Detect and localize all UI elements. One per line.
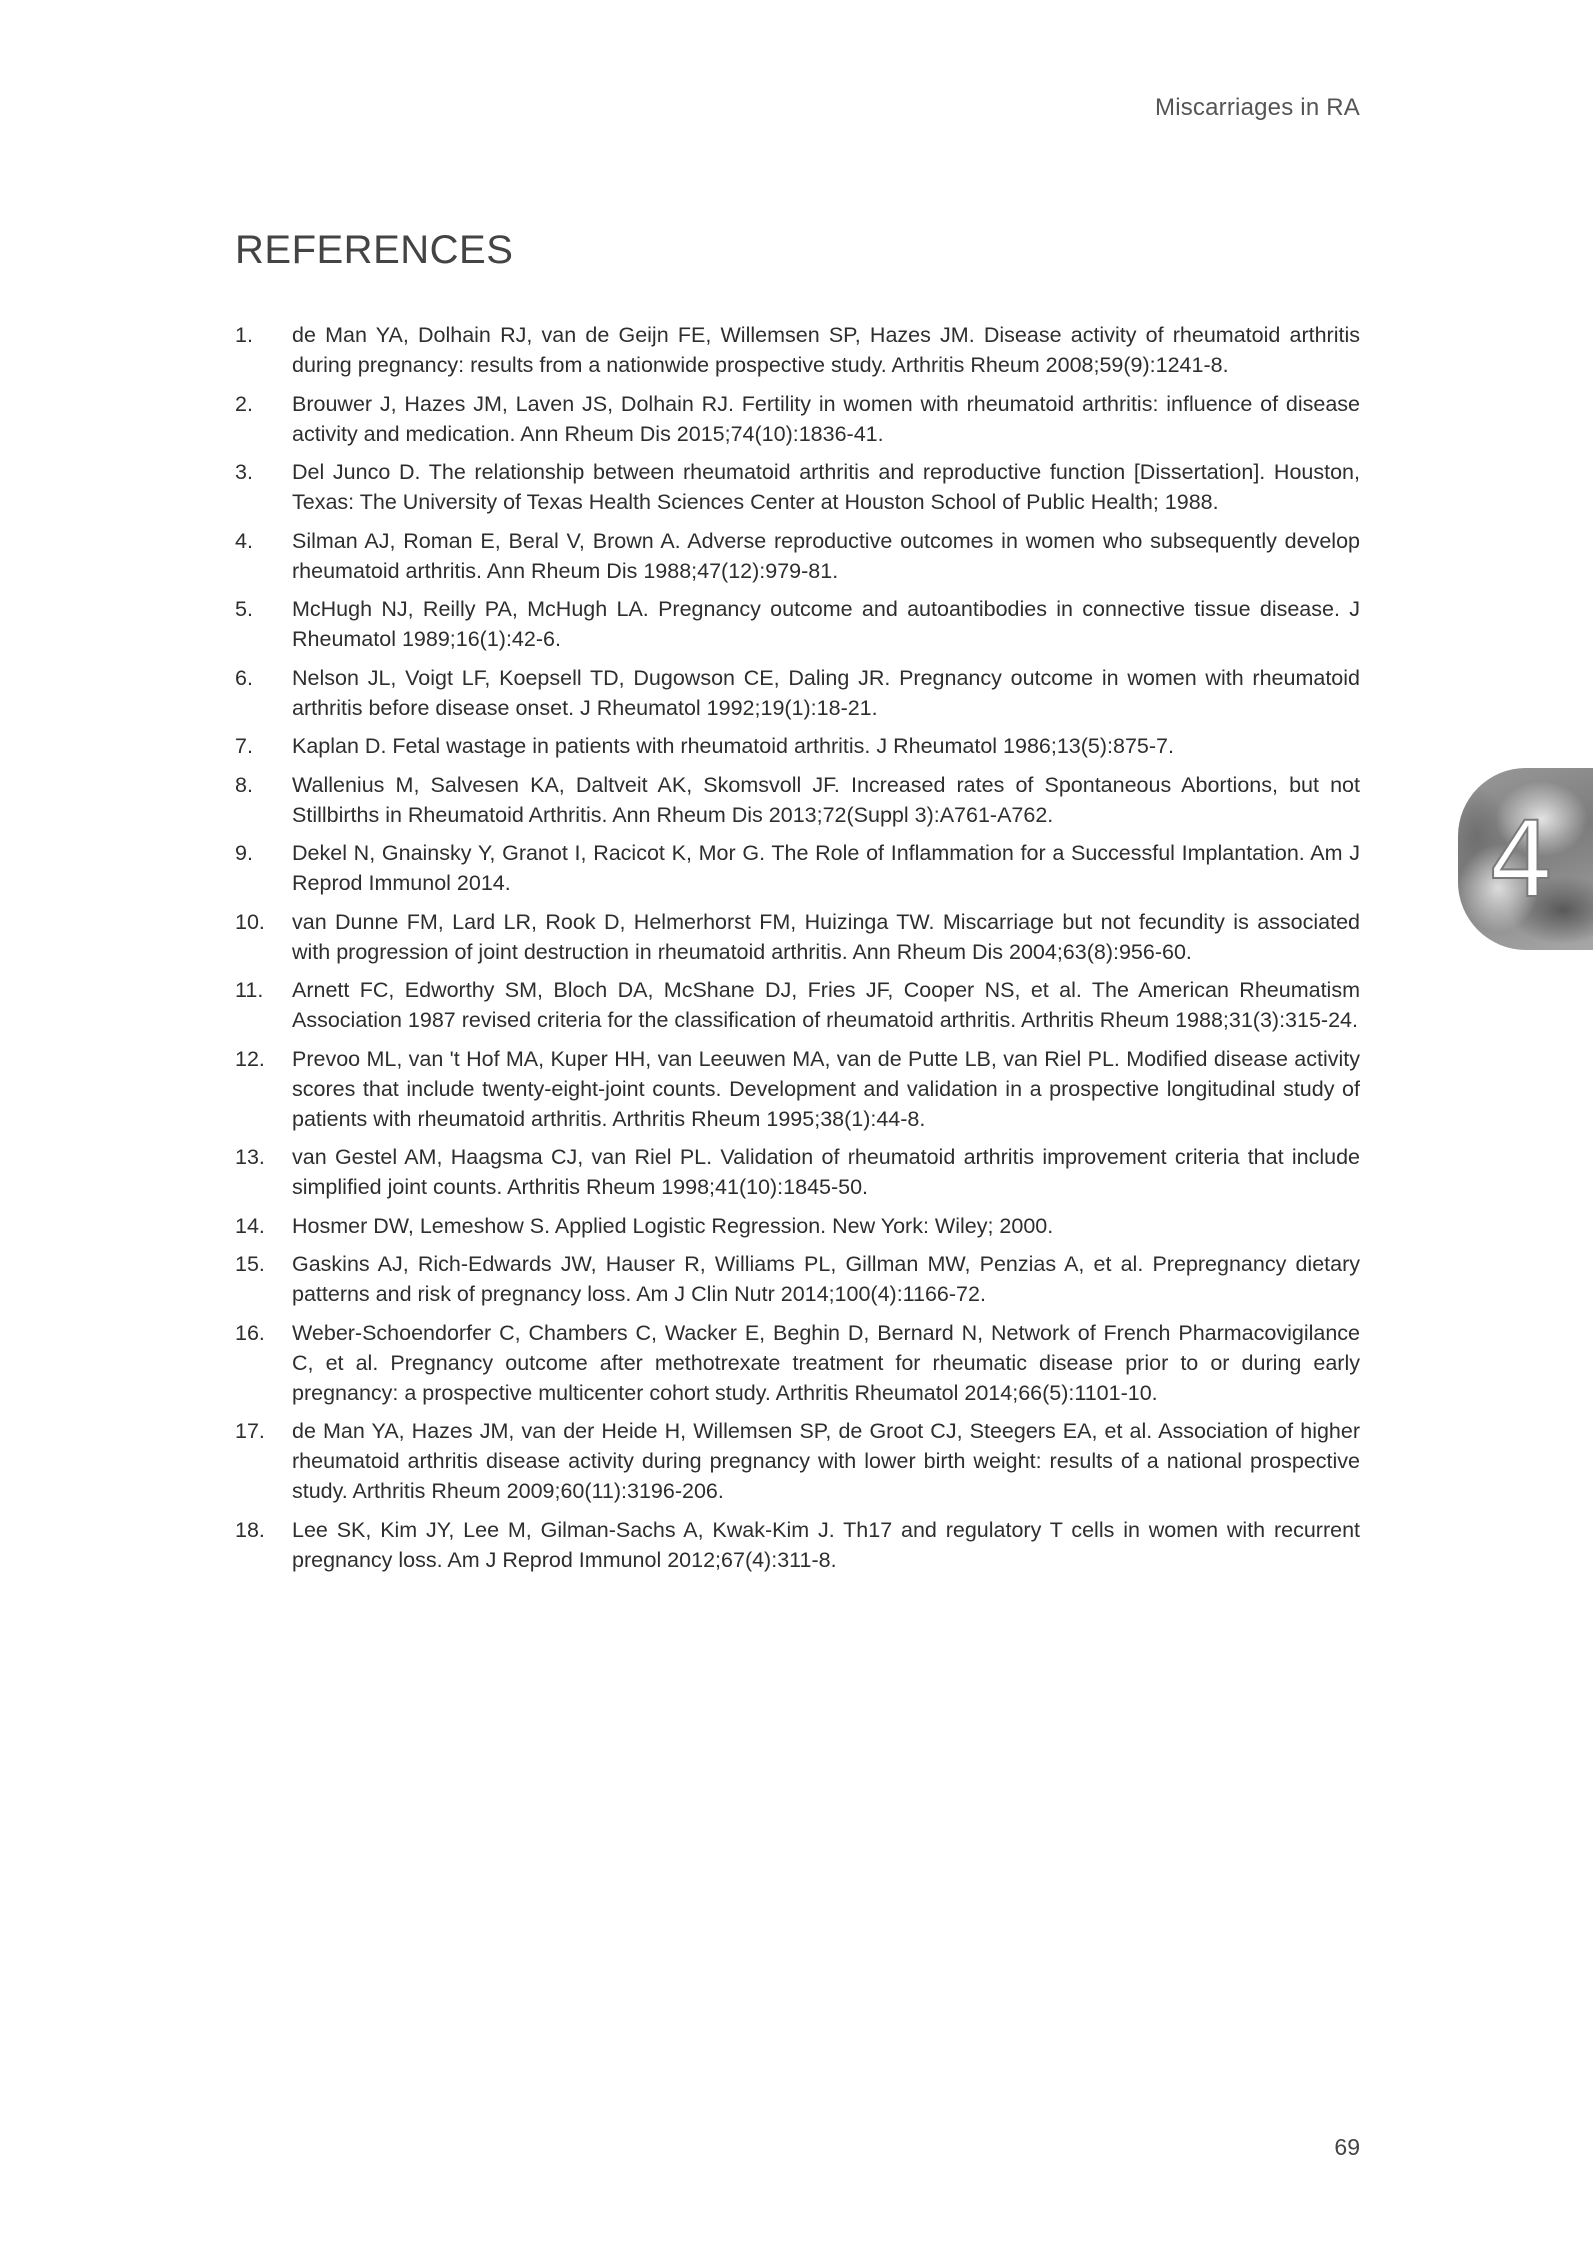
reference-number: 1. [235,323,253,347]
reference-number: 3. [235,460,253,484]
reference-text: Del Junco D. The relationship between rheumatoid arthritis and reproductive function [Dissertation]. Houston, Texas: The University of Texas Health Sciences Center at Houston School of Public Health; 1988. [292,460,1360,514]
reference-number: 12. [235,1046,265,1071]
reference-item [235,1211,1360,1241]
reference-item [235,1318,1360,1408]
reference-number: 8. [235,772,253,797]
reference-text: Dekel N, Gnainsky Y, Granot I, Racicot K, Mor G. The Role of Inflammation for a Successful Implantation. Am J Reprod Immunol 2014. [292,841,1360,895]
reference-item [235,1515,1360,1575]
page-number: 69 [1334,2134,1360,2160]
reference-item [235,907,1360,967]
reference-number: 10. [235,909,265,934]
section-heading: REFERENCES [235,228,514,272]
reference-text: Brouwer J, Hazes JM, Laven JS, Dolhain RJ. Fertility in women with rheumatoid arthritis: influence of disease activity and medication. Ann Rheum Dis 2015;74(10):1836-41. [292,391,1360,446]
reference-number: 11. [235,978,264,1002]
reference-text: McHugh NJ, Reilly PA, McHugh LA. Pregnancy outcome and autoantibodies in connective tissue disease. J Rheumatol 1989;16(1):42-6. [292,597,1360,651]
reference-text: de Man YA, Hazes JM, van der Heide H, Willemsen SP, de Groot CJ, Steegers EA, et al. Association of higher rheumatoid arthritis disease activity during pregnancy with lower birth weight: results of a national prospective study. Arthritis Rheum 2009;60(11):3196-206. [292,1419,1360,1503]
reference-item [235,1142,1360,1202]
reference-number: 18. [235,1517,265,1542]
reference-text: Silman AJ, Roman E, Beral V, Brown A. Adverse reproductive outcomes in women who subsequently develop rheumatoid arthritis. Ann Rheum Dis 1988;47(12):979-81. [292,528,1360,583]
reference-number: 7. [235,734,253,758]
reference-text: Nelson JL, Voigt LF, Koepsell TD, Dugowson CE, Daling JR. Pregnancy outcome in women with rheumatoid arthritis before disease onset. J Rheumatol 1992;19(1):18-21. [292,665,1360,720]
reference-list [235,320,1360,1583]
reference-number: 17. [235,1419,265,1443]
reference-number: 15. [235,1252,265,1276]
reference-number: 6. [235,665,253,690]
reference-number: 13. [235,1145,265,1169]
reference-text: Prevoo ML, van 't Hof MA, Kuper HH, van Leeuwen MA, van de Putte LB, van Riel PL. Modified disease activity scores that include twenty-eight-joint counts. Development and validation in a prospective longitudinal study of patients with rheumatoid arthritis. Arthritis Rheum 1995;38(1):44-8. [292,1046,1360,1131]
reference-item [235,731,1360,761]
reference-text: Hosmer DW, Lemeshow S. Applied Logistic Regression. New York: Wiley; 2000. [292,1213,1054,1238]
reference-item [235,594,1360,654]
reference-text: van Gestel AM, Haagsma CJ, van Riel PL. Validation of rheumatoid arthritis improvement criteria that include simplified joint counts. Arthritis Rheum 1998;41(10):1845-50. [292,1145,1360,1199]
reference-item [235,1044,1360,1134]
reference-item [235,389,1360,449]
reference-text: Weber-Schoendorfer C, Chambers C, Wacker E, Beghin D, Bernard N, Network of French Pharmacovigilance C, et al. Pregnancy outcome after methotrexate treatment for rheumatic disease prior to or during early pregnancy: a prospective multicenter cohort study. Arthritis Rheumatol 2014;66(5):1101-10. [292,1320,1360,1405]
reference-number: 9. [235,841,253,865]
reference-text: van Dunne FM, Lard LR, Rook D, Helmerhorst FM, Huizinga TW. Miscarriage but not fecundity is associated with progression of joint destruction in rheumatoid arthritis. Ann Rheum Dis 2004;63(8):956-60. [292,909,1360,964]
reference-item [235,1249,1360,1309]
reference-text: de Man YA, Dolhain RJ, van de Geijn FE, Willemsen SP, Hazes JM. Disease activity of rheumatoid arthritis during pregnancy: results from a nationwide prospective study. Arthritis Rheum 2008;59(9):1241-8. [292,323,1360,377]
reference-number: 16. [235,1320,265,1345]
reference-text: Gaskins AJ, Rich-Edwards JW, Hauser R, Williams PL, Gillman MW, Penzias A, et al. Prepregnancy dietary patterns and risk of pregnancy loss. Am J Clin Nutr 2014;100(4):1166-72. [292,1252,1360,1306]
reference-item [235,663,1360,723]
reference-text: Wallenius M, Salvesen KA, Daltveit AK, Skomsvoll JF. Increased rates of Spontaneous Abortions, but not Stillbirths in Rheumatoid Arthritis. Ann Rheum Dis 2013;72(Suppl 3):A761-A762. [292,772,1360,827]
reference-text: Kaplan D. Fetal wastage in patients with rheumatoid arthritis. J Rheumatol 1986;13(5):875-7. [292,734,1174,758]
reference-text: Lee SK, Kim JY, Lee M, Gilman-Sachs A, Kwak-Kim J. Th17 and regulatory T cells in women with recurrent pregnancy loss. Am J Reprod Immunol 2012;67(4):311-8. [292,1517,1360,1572]
reference-number: 2. [235,391,253,416]
chapter-number: 4 [1488,799,1555,921]
reference-item [235,838,1360,898]
reference-item [235,975,1360,1035]
reference-item [235,526,1360,586]
chapter-tab [1458,768,1593,950]
reference-item [235,320,1360,380]
reference-number: 5. [235,597,253,621]
running-header: Miscarriages in RA [1155,94,1360,121]
reference-number: 4. [235,528,253,553]
reference-item [235,1416,1360,1506]
reference-number: 14. [235,1213,265,1238]
reference-text: Arnett FC, Edworthy SM, Bloch DA, McShane DJ, Fries JF, Cooper NS, et al. The American Rheumatism Association 1987 revised criteria for the classification of rheumatoid arthritis. Arthritis Rheum 1988;31(3):315-24. [292,978,1360,1032]
reference-item [235,457,1360,517]
reference-item [235,770,1360,830]
